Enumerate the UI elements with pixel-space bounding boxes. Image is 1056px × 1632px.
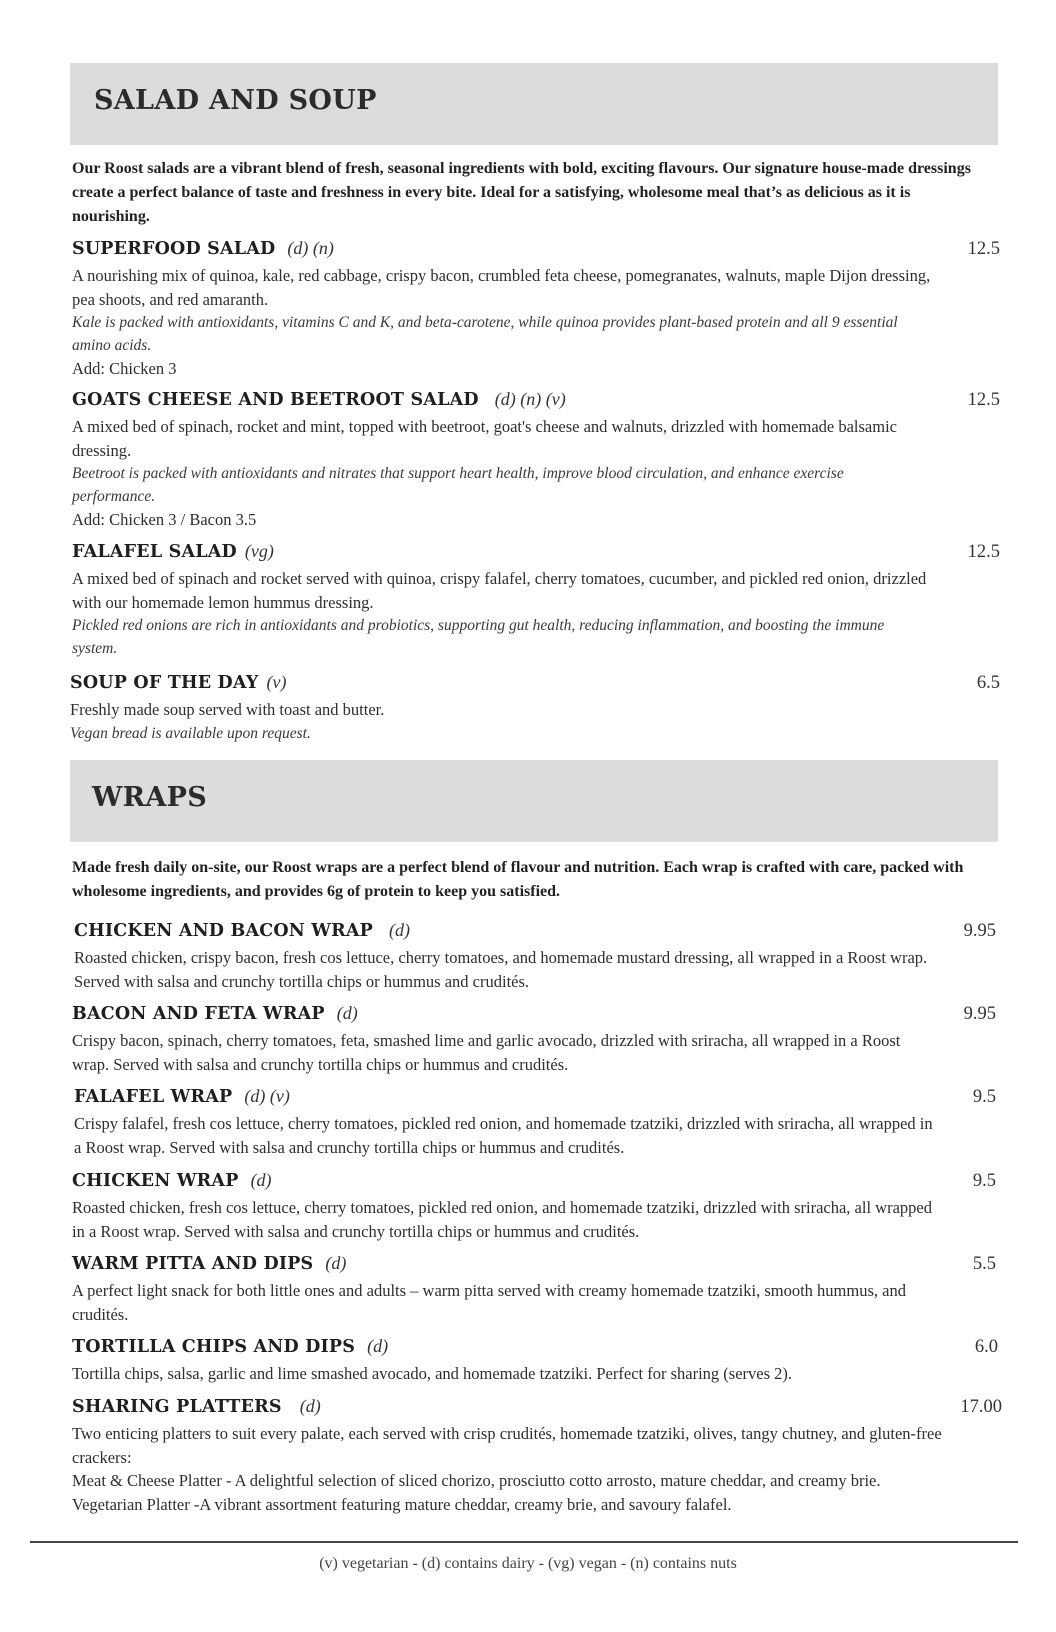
item-name: CHICKEN WRAP xyxy=(72,1171,239,1191)
item-name: SUPERFOOD SALAD xyxy=(72,239,276,259)
item-description: Roasted chicken, fresh cos lettuce, cherry tomatoes, pickled red onion, and homemade tzatziki, drizzled with sriracha, all wrapped in a Roost wrap. Served with salsa and crunchy tortilla chips or hummus and crudités. xyxy=(72,1198,932,1241)
menu-item-tortilla-chips-dips xyxy=(72,1336,998,1386)
menu-item-goats-cheese-beetroot-salad xyxy=(72,389,1000,531)
item-name: FALAFEL WRAP xyxy=(74,1087,233,1107)
item-name: BACON AND FETA WRAP xyxy=(72,1004,325,1024)
item-name: TORTILLA CHIPS AND DIPS xyxy=(72,1337,356,1357)
wraps-section-intro: Made fresh daily on-site, our Roost wraps are a perfect blend of flavour and nutrition. Each wrap is crafted with care, packed with wholesome ingredients, and provides 6g of protein to keep you satisfied. xyxy=(72,859,964,900)
item-description: Tortilla chips, salsa, garlic and lime smashed avocado, and homemade tzatziki. Perfect for sharing (serves 2). xyxy=(72,1364,793,1383)
item-description: Two enticing platters to suit every palate, each served with crisp crudités, homemade tzatziki, olives, tangy chutney, and gluten-free crackers: xyxy=(72,1424,942,1467)
item-description: A mixed bed of spinach and rocket served with quinoa, crispy falafel, cherry tomatoes, cucumber, and pickled red onion, drizzled with our homemade lemon hummus dressing. xyxy=(72,569,927,612)
item-price: 6.5 xyxy=(976,673,1000,693)
item-name: SOUP OF THE DAY xyxy=(70,673,259,693)
menu-item-bacon-feta-wrap xyxy=(72,1003,996,1076)
item-health-note: Vegan bread is available upon request. xyxy=(70,724,311,742)
item-price: 9.5 xyxy=(972,1087,996,1107)
salad-section-intro: Our Roost salads are a vibrant blend of fresh, seasonal ingredients with bold, exciting flavours. Our signature house-made dressings create a perfect balance of taste and freshness in every bite. Ideal for a satisfying, wholesome meal that’s as delicious as it is nourishing. xyxy=(72,160,971,225)
menu-item-soup-of-the-day xyxy=(70,672,1000,745)
item-description: A perfect light snack for both little ones and adults – warm pitta served with creamy homemade tzatziki, smooth hummus, and crudités. xyxy=(72,1281,906,1324)
item-name: CHICKEN AND BACON WRAP xyxy=(74,921,374,941)
dietary-tags: (d) (n) (v) xyxy=(494,389,566,409)
item-description: Crispy falafel, fresh cos lettuce, cherry tomatoes, pickled red onion, and homemade tzatziki, drizzled with sriracha, all wrapped in a Roost wrap. Served with salsa and crunchy tortilla chips or hummus and crudités. xyxy=(74,1114,933,1157)
dietary-tags: (d) xyxy=(336,1003,358,1023)
item-description: Roasted chicken, crispy bacon, fresh cos lettuce, cherry tomatoes, and homemade mustard dressing, all wrapped in a Roost wrap. Served with salsa and crunchy tortilla chips or hummus and crudités. xyxy=(74,948,928,991)
item-description: Freshly made soup served with toast and butter. xyxy=(70,700,385,719)
dietary-tags: (v) xyxy=(266,672,287,692)
item-price: 12.5 xyxy=(967,239,1000,259)
menu-item-chicken-wrap xyxy=(72,1170,996,1243)
item-health-note: Beetroot is packed with antioxidants and nitrates that support heart health, improve blood circulation, and enhance exercise performance. xyxy=(72,465,844,505)
item-price: 6.0 xyxy=(974,1337,998,1357)
item-name: FALAFEL SALAD xyxy=(72,542,237,562)
dietary-tags: (d) (v) xyxy=(244,1086,290,1106)
item-health-note: Pickled red onions are rich in antioxidants and probiotics, supporting gut health, reducing inflammation, and boosting the immune system. xyxy=(72,617,885,657)
menu-item-falafel-wrap xyxy=(74,1086,996,1159)
item-addon: Add: Chicken 3 xyxy=(72,359,177,378)
item-name: GOATS CHEESE AND BEETROOT SALAD xyxy=(72,390,479,410)
wraps-section-title: WRAPS xyxy=(92,782,208,813)
item-price: 5.5 xyxy=(972,1254,996,1274)
dietary-tags: (vg) xyxy=(244,541,274,561)
salad-section-title: SALAD AND SOUP xyxy=(94,85,377,116)
item-price: 9.5 xyxy=(972,1171,996,1191)
menu-item-chicken-bacon-wrap xyxy=(74,920,996,993)
dietary-legend: (v) vegetarian - (d) contains dairy - (vg) vegan - (n) contains nuts xyxy=(319,1555,737,1572)
menu-item-falafel-salad xyxy=(72,541,1000,660)
item-price: 9.95 xyxy=(963,921,996,941)
footer-divider xyxy=(30,1541,1018,1543)
dietary-tags: (d) xyxy=(367,1336,389,1356)
dietary-tags: (d) xyxy=(250,1170,272,1190)
item-price: 12.5 xyxy=(967,390,1000,410)
platter-meat-cheese: Meat & Cheese Platter - A delightful selection of sliced chorizo, prosciutto cotto arrosto, mature cheddar, and creamy brie. xyxy=(72,1471,881,1490)
item-description: Crispy bacon, spinach, cherry tomatoes, feta, smashed lime and garlic avocado, drizzled with sriracha, all wrapped in a Roost wrap. Served with salsa and crunchy tortilla chips or hummus and crudités. xyxy=(72,1031,901,1074)
menu-item-superfood-salad xyxy=(72,238,1000,380)
dietary-tags: (d) xyxy=(389,920,411,940)
item-description: A mixed bed of spinach, rocket and mint, topped with beetroot, goat's cheese and walnuts, drizzled with homemade balsamic dressing. xyxy=(72,417,897,460)
dietary-tags: (d) (n) xyxy=(287,238,334,258)
item-price: 9.95 xyxy=(963,1004,996,1024)
item-name: SHARING PLATTERS xyxy=(72,1397,282,1417)
platter-vegetarian: Vegetarian Platter -A vibrant assortment featuring mature cheddar, creamy brie, and savoury falafel. xyxy=(72,1494,732,1514)
item-description: A nourishing mix of quinoa, kale, red cabbage, crispy bacon, crumbled feta cheese, pomegranates, walnuts, maple Dijon dressing, pea shoots, and red amaranth. xyxy=(72,266,931,309)
menu-item-warm-pitta-dips xyxy=(72,1253,996,1326)
menu-item-sharing-platters xyxy=(72,1396,1002,1516)
item-addon: Add: Chicken 3 / Bacon 3.5 xyxy=(72,510,257,529)
salad-section-header xyxy=(70,63,998,145)
item-price: 17.00 xyxy=(960,1397,1002,1417)
dietary-tags: (d) xyxy=(299,1396,321,1416)
item-price: 12.5 xyxy=(967,542,1000,562)
dietary-tags: (d) xyxy=(325,1253,347,1273)
item-health-note: Kale is packed with antioxidants, vitamins C and K, and beta-carotene, while quinoa provides plant-based protein and all 9 essential amino acids. xyxy=(72,314,898,354)
item-name: WARM PITTA AND DIPS xyxy=(72,1254,314,1274)
wraps-section-header xyxy=(70,760,998,842)
